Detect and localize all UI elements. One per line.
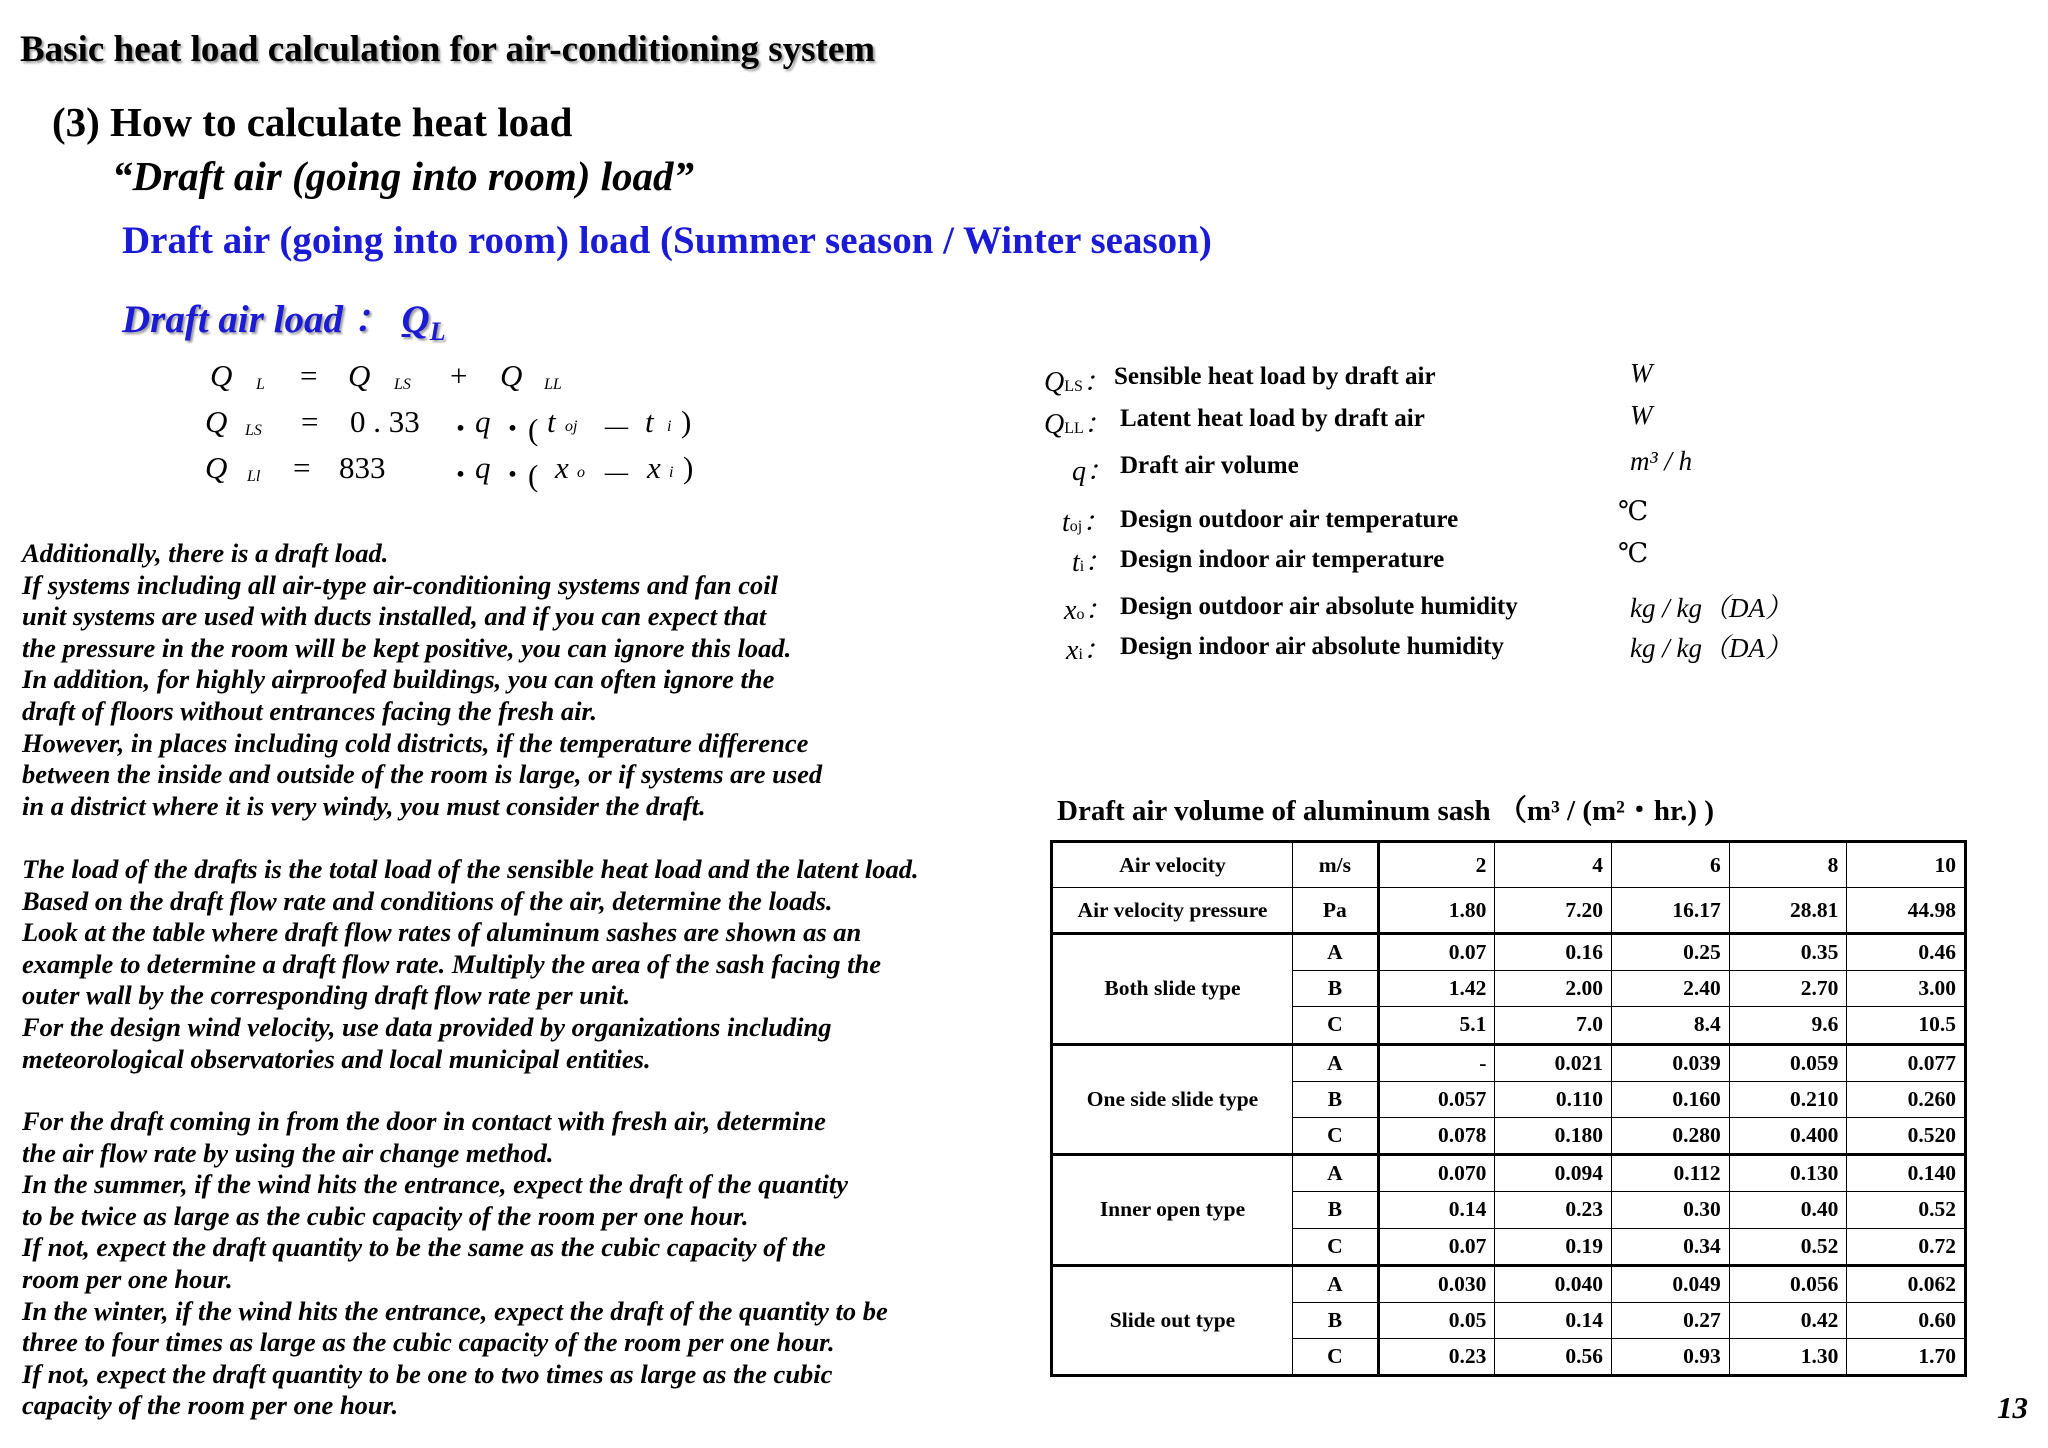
def-symbol: ti： [1072,547,1113,578]
def-symbol: q： [1072,456,1115,487]
def-unit: kg / kg（DA） [1630,633,1792,663]
table-row: One side slide type A - 0.021 0.039 0.059 0.077 [1052,1044,1966,1081]
def-symbol: toj： [1062,507,1111,538]
equation-1: Q L = Q LS + Q LL [210,358,562,393]
table-row: Air velocity m/s 2 4 6 8 10 [1052,842,1966,888]
def-symbol: xi： [1066,635,1111,666]
equation-2: Q LS = 0 . 33 ・ q ・( t oj － t i ) [205,404,692,447]
load-label: Draft air load ： [122,298,392,341]
load-heading [122,288,446,347]
table-row: Inner open type A 0.070 0.094 0.112 0.130 0.140 [1052,1155,1966,1192]
group-name: One side slide type [1052,1044,1293,1155]
group-name: Both slide type [1052,934,1293,1045]
table-row: B 0.14 0.23 0.30 0.40 0.52 [1052,1192,1966,1228]
def-label: Latent heat load by draft air [1120,405,1425,432]
def-label: Design indoor air temperature [1120,546,1445,573]
paragraph-1: Additionally, there is a draft load. If systems including all air-type air-conditioning systems and fan coil unit systems are used with ducts installed, and if you can expect that the pressure in the room will be kept positive, you can ignore this load. In addition, for highly airproofed buildings, you can often ignore the draft of floors without entrances facing the fresh air. However, in places including cold districts, if the temperature difference between the inside and outside of the room is large, or if systems are used in a district where it is very windy, you must consider the draft. [22,538,823,821]
def-unit: ℃ [1618,538,1649,568]
table-row: B 0.05 0.14 0.27 0.42 0.60 [1052,1302,1966,1338]
table-row: Air velocity pressure Pa 1.80 7.20 16.17 28.81 44.98 [1052,888,1966,934]
def-label: Sensible heat load by draft air [1114,363,1436,390]
draft-air-volume-table [1050,840,1967,1377]
group-name: Slide out type [1052,1265,1293,1376]
load-symbol: $Q_L$ [401,298,446,346]
def-label: Design indoor air absolute humidity [1120,633,1504,660]
def-unit: m³ / h [1630,446,1693,476]
def-unit: W [1630,358,1653,388]
equation-3: Q Ll = 833 ・ q ・( x o － x i ) [205,450,694,493]
def-unit: ℃ [1618,496,1649,526]
table-caption: Draft air volume of aluminum sash （m³ / (m²・hr.) ) [1057,795,1714,827]
table-row: B 1.42 2.00 2.40 2.70 3.00 [1052,971,1966,1007]
def-unit: kg / kg（DA） [1630,593,1792,623]
header-label: Air velocity pressure [1052,888,1293,934]
table-row: C 0.23 0.56 0.93 1.30 1.70 [1052,1339,1966,1376]
table-row: Slide out type A 0.030 0.040 0.049 0.056 0.062 [1052,1265,1966,1302]
def-symbol: QLS： [1044,367,1111,398]
def-symbol: QLL： [1044,409,1112,440]
topic-heading: Draft air (going into room) load (Summer season / Winter season) [122,219,1212,262]
table-row: C 0.07 0.19 0.34 0.52 0.72 [1052,1228,1966,1265]
def-symbol: xo： [1064,595,1113,626]
def-unit: W [1630,400,1653,430]
def-label: Design outdoor air absolute humidity [1120,593,1518,620]
table-row: C 0.078 0.180 0.280 0.400 0.520 [1052,1117,1966,1154]
def-label: Draft air volume [1120,452,1299,479]
header-label: Air velocity [1052,842,1293,888]
section-heading: (3) How to calculate heat load [52,99,573,145]
page-title: Basic heat load calculation for air-conditioning system [20,29,876,70]
table-row: Both slide type A 0.07 0.16 0.25 0.35 0.46 [1052,934,1966,971]
table-row: C 5.1 7.0 8.4 9.6 10.5 [1052,1007,1966,1044]
header-unit: m/s [1293,842,1379,888]
group-name: Inner open type [1052,1155,1293,1266]
subsection-heading: “Draft air (going into room) load” [112,153,695,199]
paragraph-3: For the draft coming in from the door in contact with fresh air, determine the air flow rate by using the air change method. In the summer, if the wind hits the entrance, expect the draft of the quantity to be twice as large as the cubic capacity of the room per one hour. If not, expect the draft quantity to be the same as the cubic capacity of the room per one hour. In the winter, if the wind hits the entrance, expect the draft of the quantity to be three to four times as large as the cubic capacity of the room per one hour. If not, expect the draft quantity to be one to two times as large as the cubic capacity of the room per one hour. [22,1106,888,1421]
table-row: B 0.057 0.110 0.160 0.210 0.260 [1052,1081,1966,1117]
def-label: Design outdoor air temperature [1120,506,1459,533]
paragraph-2: The load of the drafts is the total load of the sensible heat load and the latent load. Based on the draft flow rate and conditions of the air, determine the loads. Look at the table where draft flow rates of aluminum sashes are shown as an example to determine a draft flow rate. Multiply the area of the sash facing the outer wall by the corresponding draft flow rate per unit. For the design wind velocity, use data provided by organizations including meteorological observatories and local municipal entities. [22,854,919,1074]
page-number: 13 [1997,1390,2028,1425]
header-unit: Pa [1293,888,1379,934]
